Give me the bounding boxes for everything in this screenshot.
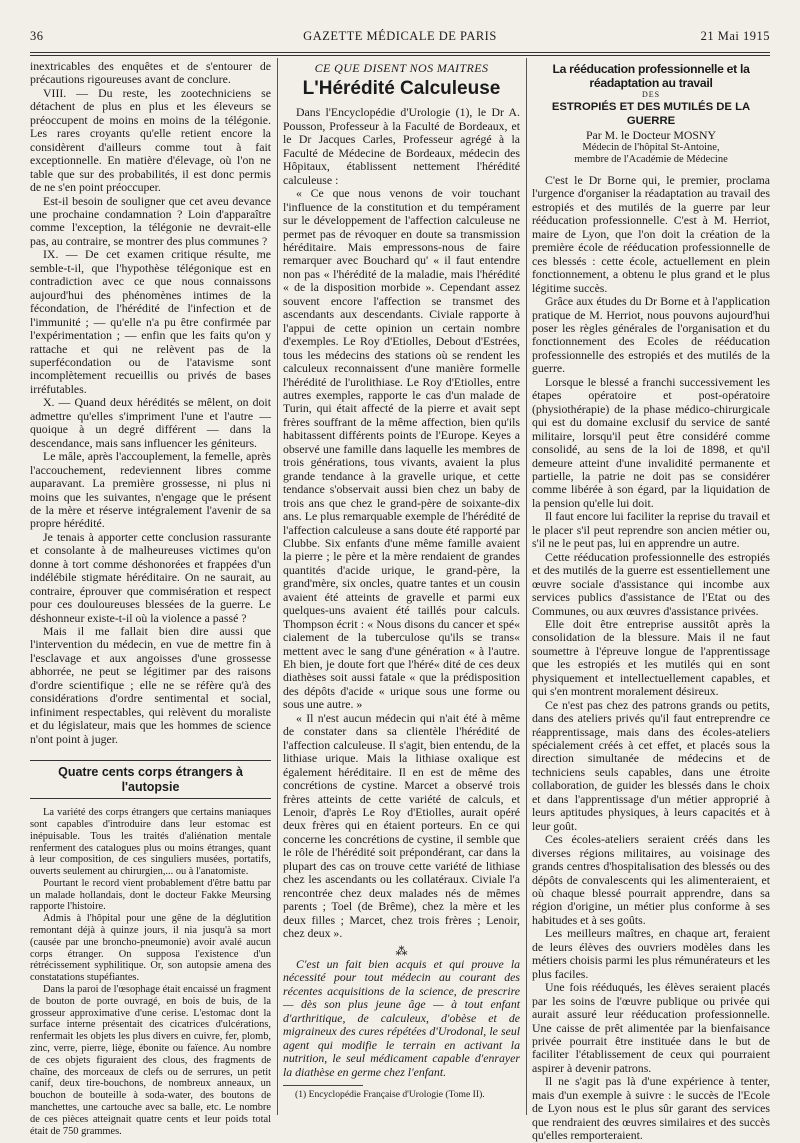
paragraph: Dans l'Encyclopédie d'Urologie (1), le Dr A. Pousson, Professeur à la Faculté de Bordeaux, et le Dr Jacques Carles, Professeur agrégé à la Faculté de Médecine de Bordeaux, médecin des Hôpitaux, établissent nettement l'hérédité calculeuse : <box>283 105 520 187</box>
footnote: (1) Encyclopédie Française d'Urologie (Tome II). <box>295 1089 485 1101</box>
column-2 <box>283 60 520 1115</box>
paragraph: Le mâle, après l'accouplement, la femelle, après l'accouchement, redeviennent libres comme auparavant. La première grossesse, ni plus ni moins que les suivantes, n'engage que le présent de la mère et réserve intégralement l'avenir de sa propre hérédité. <box>30 449 271 531</box>
article-title: L'Hérédité Calculeuse <box>302 78 501 100</box>
affiliation-line: membre de l'Académie de Médecine <box>574 154 728 165</box>
paragraph: C'est le Dr Borne qui, le premier, proclama l'urgence d'organiser la réadaptation au travail des estropiés et des mutilés de la guerre par leur rééducation professionnelle. C'est à M. Herriot, maire de Lyon, que l'on doit la création de la première école de rééducation professionnelle de ces blessés : cette école, actuellement en plein fonctionnement, a obtenu le plus grand et le plus légitime succès. <box>532 173 770 295</box>
paragraph: X. — Quand deux hérédités se mêlent, on doit admettre qu'elles s'impriment l'une et l'autre — quoique à un degré différent — dans la descendance, mais sans influencer les géniteurs. <box>30 395 271 450</box>
column-divider <box>526 58 527 1115</box>
closing-paragraph: C'est un fait bien acquis et qui prouve la nécessité pour tout médecin au courant des récentes acquisitions de la science, de prescrire — dès son plus jeune âge — à tout enfant d'arthritique, de calculeux, d'obèse et de migraineux des cures répétées d'Urodonal, le seul agent qui modifie le terrain en activant la nutrition, le seul médicament capable d'enrayer la diathèse en germe chez l'enfant. <box>283 957 520 1079</box>
paragraph: VIII. — Du reste, les zootechniciens se détachent de plus en plus et les éleveurs se préoccupent de moins en moins de la télégonie. Les rares croyants qu'elle retient encore la considèrent d'ailleurs comme tout à fait exceptionnelle. En matière d'élevage, où l'on ne table que sur des probabilités, il est donc permis de ne s'en point préoccuper. <box>30 85 271 195</box>
paragraph: Une fois rééduqués, les élèves seraient placés par les soins de l'œuvre publique ou privée qui aurait assuré leur rééducation professionnelle. Une caisse de prêt alimentée par la bienfaisance privée pourrait être instituée dans le but de faciliter l'établissement de ceux qui pourraient aspirer à devenir patrons. <box>532 980 770 1075</box>
journal-title: GAZETTE MÉDICALE DE PARIS <box>303 29 497 43</box>
article-subtitle: ESTROPIÉS ET DES MUTILÉS DE LA GUERRE <box>551 101 751 127</box>
title-connector: DES <box>641 90 661 99</box>
paragraph: Dans la paroi de l'œsophage était encaissé un fragment de bouton de porte ouvragé, en bois de buis, de la grosseur approximative d'une cerise. L'estomac dont la surface interne présentait des cicatrices d'ulcérations, renfermait les objets les plus divers en cuivre, fer, plomb, zinc, verre, pierre, liège, ébonite ou faïence. Au nombre de ces objets figuraient des clous, des fragments de chaîne, des morceaux de clefs ou de serrures, un petit canif, deux tire-bouchons, de nombreux anneaux, un bouchon de bouteille à soda-water, des boutons de manchettes, une cartouche avec sa balle, etc. Le nombre de ces pièces atteignait quatre cents et leur poids total était de 750 grammes. <box>30 984 271 1137</box>
paragraph: IX. — De cet examen critique résulte, me semble-t-il, que l'hypothèse télégonique est en contradiction avec ce que nous connaissons aujourd'hui des phénomènes intimes de la fécondation, de l'hérédité de l'infection et de l'immunité ; — qu'elle n'a pu être confirmée par l'expérimentation ; — enfin que les faits qu'on y rattache et qui ne relèvent pas de la superfécondation ou de l'atavisme sont incomplètement recueillis ou privés de bases irréfutables. <box>30 247 271 396</box>
paragraph: Admis à l'hôpital pour une gêne de la déglutition remontant déjà à quinze jours, il nia jusqu'à sa mort (causée par une broncho-pneumonie) avoir avalé aucun corps étranger. On supposa l'existence d'un rétrécissement syphilitique. Or, son autopsie amena des constatations stupéfiantes. <box>30 913 271 984</box>
affiliation-line: Médecin de l'hôpital St-Antoine, <box>582 142 720 153</box>
paragraph: Il ne s'agit pas là d'une expérience à tenter, mais d'un exemple à suivre : le succès de l'Ecole de Lyon nous est le plus sûr garant des services que rendraient des œuvres similaires et des succès qu'elles remporteraient. <box>532 1074 770 1143</box>
column-3 <box>532 60 770 1143</box>
section-title: Quatre cents corps étrangers à l'autopsie <box>30 760 271 799</box>
paragraph: Je tenais à apporter cette conclusion rassurante et consolante à de malheureuses victimes qu'on donne à tort comme déshonorées et frappées d'un indélébile stigmate héréditaire. On ne saurait, au contraire, éprouver que commisération et respect pour ces douloureuses blessées de la guerre. Le déshonneur existe-t-il où la violence a passé ? <box>30 529 271 625</box>
section-kicker: CE QUE DISENT NOS MAITRES <box>314 61 489 75</box>
paragraph: Ces écoles-ateliers seraient créés dans les diverses régions militaires, au voisinage des grands centres d'hospitalisation des blessés ou des dépôts de convalescents qui les alimenteraient, et où chaque blessé pourrait apprendre, dans sa région d'origine, un métier plus conforme à ses habitudes et à ses goûts. <box>532 832 770 927</box>
paragraph: Est-il besoin de souligner que cet aveu devance une prochaine condamnation ? Loin d'apparaître comme l'exception, la télégonie ne devrait-elle pas, au contraire, se montrer des plus communes ? <box>30 193 271 248</box>
page-header <box>30 29 770 49</box>
article-title: La rééducation professionnelle et la réadaptation au travail <box>552 62 750 90</box>
paragraph: Cette rééducation professionnelle des estropiés et des mutilés de la guerre est essentiellement une œuvre sociale d'assistance qui incombe aux services publics d'assistance de l'Etat ou des Communes, ou aux œuvres d'assistance privées. <box>532 549 770 618</box>
author-line: Par M. le Docteur MOSNY <box>585 128 717 142</box>
issue-date: 21 Mai 1915 <box>700 29 770 43</box>
paragraph: La variété des corps étrangers que certains maniaques sont capables d'introduire dans leur estomac est inépuisable. Tous les traités d'aliénation mentale renferment des catalogues plus ou moins étranges, quant à leur composition, de ces singuliers musées, portatifs, ouverts seulement au chirurgien,... ou à l'anatomiste. <box>30 807 271 878</box>
footnote-rule <box>283 1085 363 1086</box>
separator-stars: ⁂ <box>395 943 408 958</box>
paragraph: « Il n'est aucun médecin qui n'ait été à même de constater dans sa clientèle l'hérédité de l'affection calculeuse. Il s'agit, bien entendu, de la lithiase urique. Mais la lithiase oxalique est également héréditaire. Il en est de même des concrétions de cystine. Marcet a observé trois frères atteints de cette variété de calculs, et Lenoir, d'après Le Roy d'Etiolles, aurait opéré deux frères qui en étaient porteurs. En ce qui concerne les concrétions de cystine, il semble que le rôle de l'hérédité soit prépondérant, car dans la plupart des cas on trouve cette variété de lithiase chez les ascendants ou les collatéraux. Civiale l'a rencontrée chez deux malades nés de mêmes parents ; Toel (de Brême), chez la mère et les deux filles ; Marcet, chez trois frères ; Lenoir, chez deux ». <box>283 710 520 941</box>
header-rule <box>30 52 770 56</box>
paragraph: Mais il me fallait bien dire aussi que l'intervention du médecin, en vue de mettre fin à l'esclavage et aux angoisses d'une grossesse abhorrée, ne peut se légitimer par des raisons d'ordre scientifique ; elle ne se réfère qu'à des considérations d'ordre sentimental et social, infiniment respectables, qui relèvent du moraliste et du législateur, mais que les hommes de science n'ont point à juger. <box>30 624 271 746</box>
page-number: 36 <box>30 29 44 43</box>
paragraph: Ce n'est pas chez des patrons grands ou petits, dans des ateliers privés qu'il faut entreprendre ce réapprentissage, mais dans des écoles-ateliers spécialement créés à cet effet, et placés sous la direction simultanée de médecins et de techniciens seuls capables, dans une étroite collaboration, de guider les blessés dans le choix et dans l'apprentissage d'un métier approprié à leurs aptitudes physiques, à leurs capacités et à leur goût. <box>532 697 770 833</box>
paragraph: inextricables des enquêtes et de s'entourer de précautions rigoureuses avant de conclure. <box>30 59 271 87</box>
paragraph: Grâce aux études du Dr Borne et à l'application pratique de M. Herriot, nous pouvons aujourd'hui poser les règles générales de l'organisation et du fonctionnement des Ecoles de rééducation professionnelle des estropiés et des mutilés de la guerre. <box>532 294 770 376</box>
paragraph: Lorsque le blessé a franchi successivement les étapes opératoire et post-opératoire (physiothérapie) de la phase médico-chirurgicale qui est du domaine exclusif du service de santé militaire, lorsqu'il peut être considéré comme consolidé, au sens de la loi de 1898, et qu'il demeure atteint d'une invalidité permanente et partielle, la patrie ne doit pas se considérer comme libérée à son égard, par la liquidation de la pension qu'elle lui doit. <box>532 374 770 510</box>
paragraph: « Ce que nous venons de voir touchant l'influence de la constitution et du tempérament sur le développement de l'affection calculeuse ne permet pas de révoquer en doute sa transmission héréditaire. Mais empressons-nous de faire remarquer avec Bouchard qu' « il faut entendre non pas « l'hérédité de la maladie, mais l'hérédité « de la disposition morbide ». Cependant assez souvent encore l'affection se transmet des ascendants aux descendants. Civiale rapporte à l'appui de cette opinion un certain nombre d'exemples. Le Roy d'Etiolles, Debout d'Estrées, tous les médecins des stations où se rendent les calculeux reconnaissent d'une manière formelle l'hérédité de l'urolithiase. Le Roy d'Etiolles, entre autres exemples, rapporte le cas d'un malade de Turin, qui était affecté de la pierre et avait sept frères souffrant de la même affection, bien qu'ils habitassent différents points de l'Europe. Keyes a observé une famille dans laquelle les membres de trois générations, tous vivants, avaient la plus grande tendance à la gravelle urique, et cette tendance s'observait aussi bien chez un baby de trois ans que chez le grand-père de soixante-dix ans. Le plus remarquable exemple de l'hérédité de l'affection calculeuse a sans doute été rapporté par Clubbe. Six enfants d'une même famille avaient la pierre ; le père et la mère rendaient de grandes quantités d'acide urique, le grand-père, la grand'mère, six oncles, quatre tantes et un cousin avaient été atteints de gravelle et parmi eux quelques-uns avaient été taillés pour calculs. Thompson écrit : « Nous disons du cancer et spé« cialement de la tuberculose qu'ils se trans« mettent avec le sang d'une génération « à l'autre. Eh bien, je doute fort que l'héré« dité de ces deux diathèses soit aussi fatale « que la prédisposition des dépôts d'acide « urique sous une forme ou sous une autre. » <box>283 186 520 712</box>
column-divider <box>277 58 278 1115</box>
author-affiliation <box>532 142 770 166</box>
column-1 <box>30 59 271 1137</box>
paragraph: Elle doit être entreprise aussitôt après la consolidation de la blessure. Mais il ne faut soumettre à l'épreuve longue de l'apprentissage que les estropiés et les mutilés qui en sont physiquement et intellectuellement capables, et qui s'en montrent moralement désireux. <box>532 616 770 699</box>
article-body <box>30 807 271 1137</box>
paragraph: Pourtant le record vient probablement d'être battu par un malade hollandais, dont le docteur Fakke Meursing rapporte l'histoire. <box>30 877 271 913</box>
paragraph: Il faut encore lui faciliter la reprise du travail et le placer s'il peut reprendre son ancien métier ou, s'il ne le peut pas, lui en apprendre un autre. <box>532 509 770 551</box>
paragraph: Les meilleurs maîtres, en chaque art, feraient de leurs élèves des ouvriers modèles dans les métiers choisis parmi les plus rémunérateurs et les plus faciles. <box>532 926 770 981</box>
